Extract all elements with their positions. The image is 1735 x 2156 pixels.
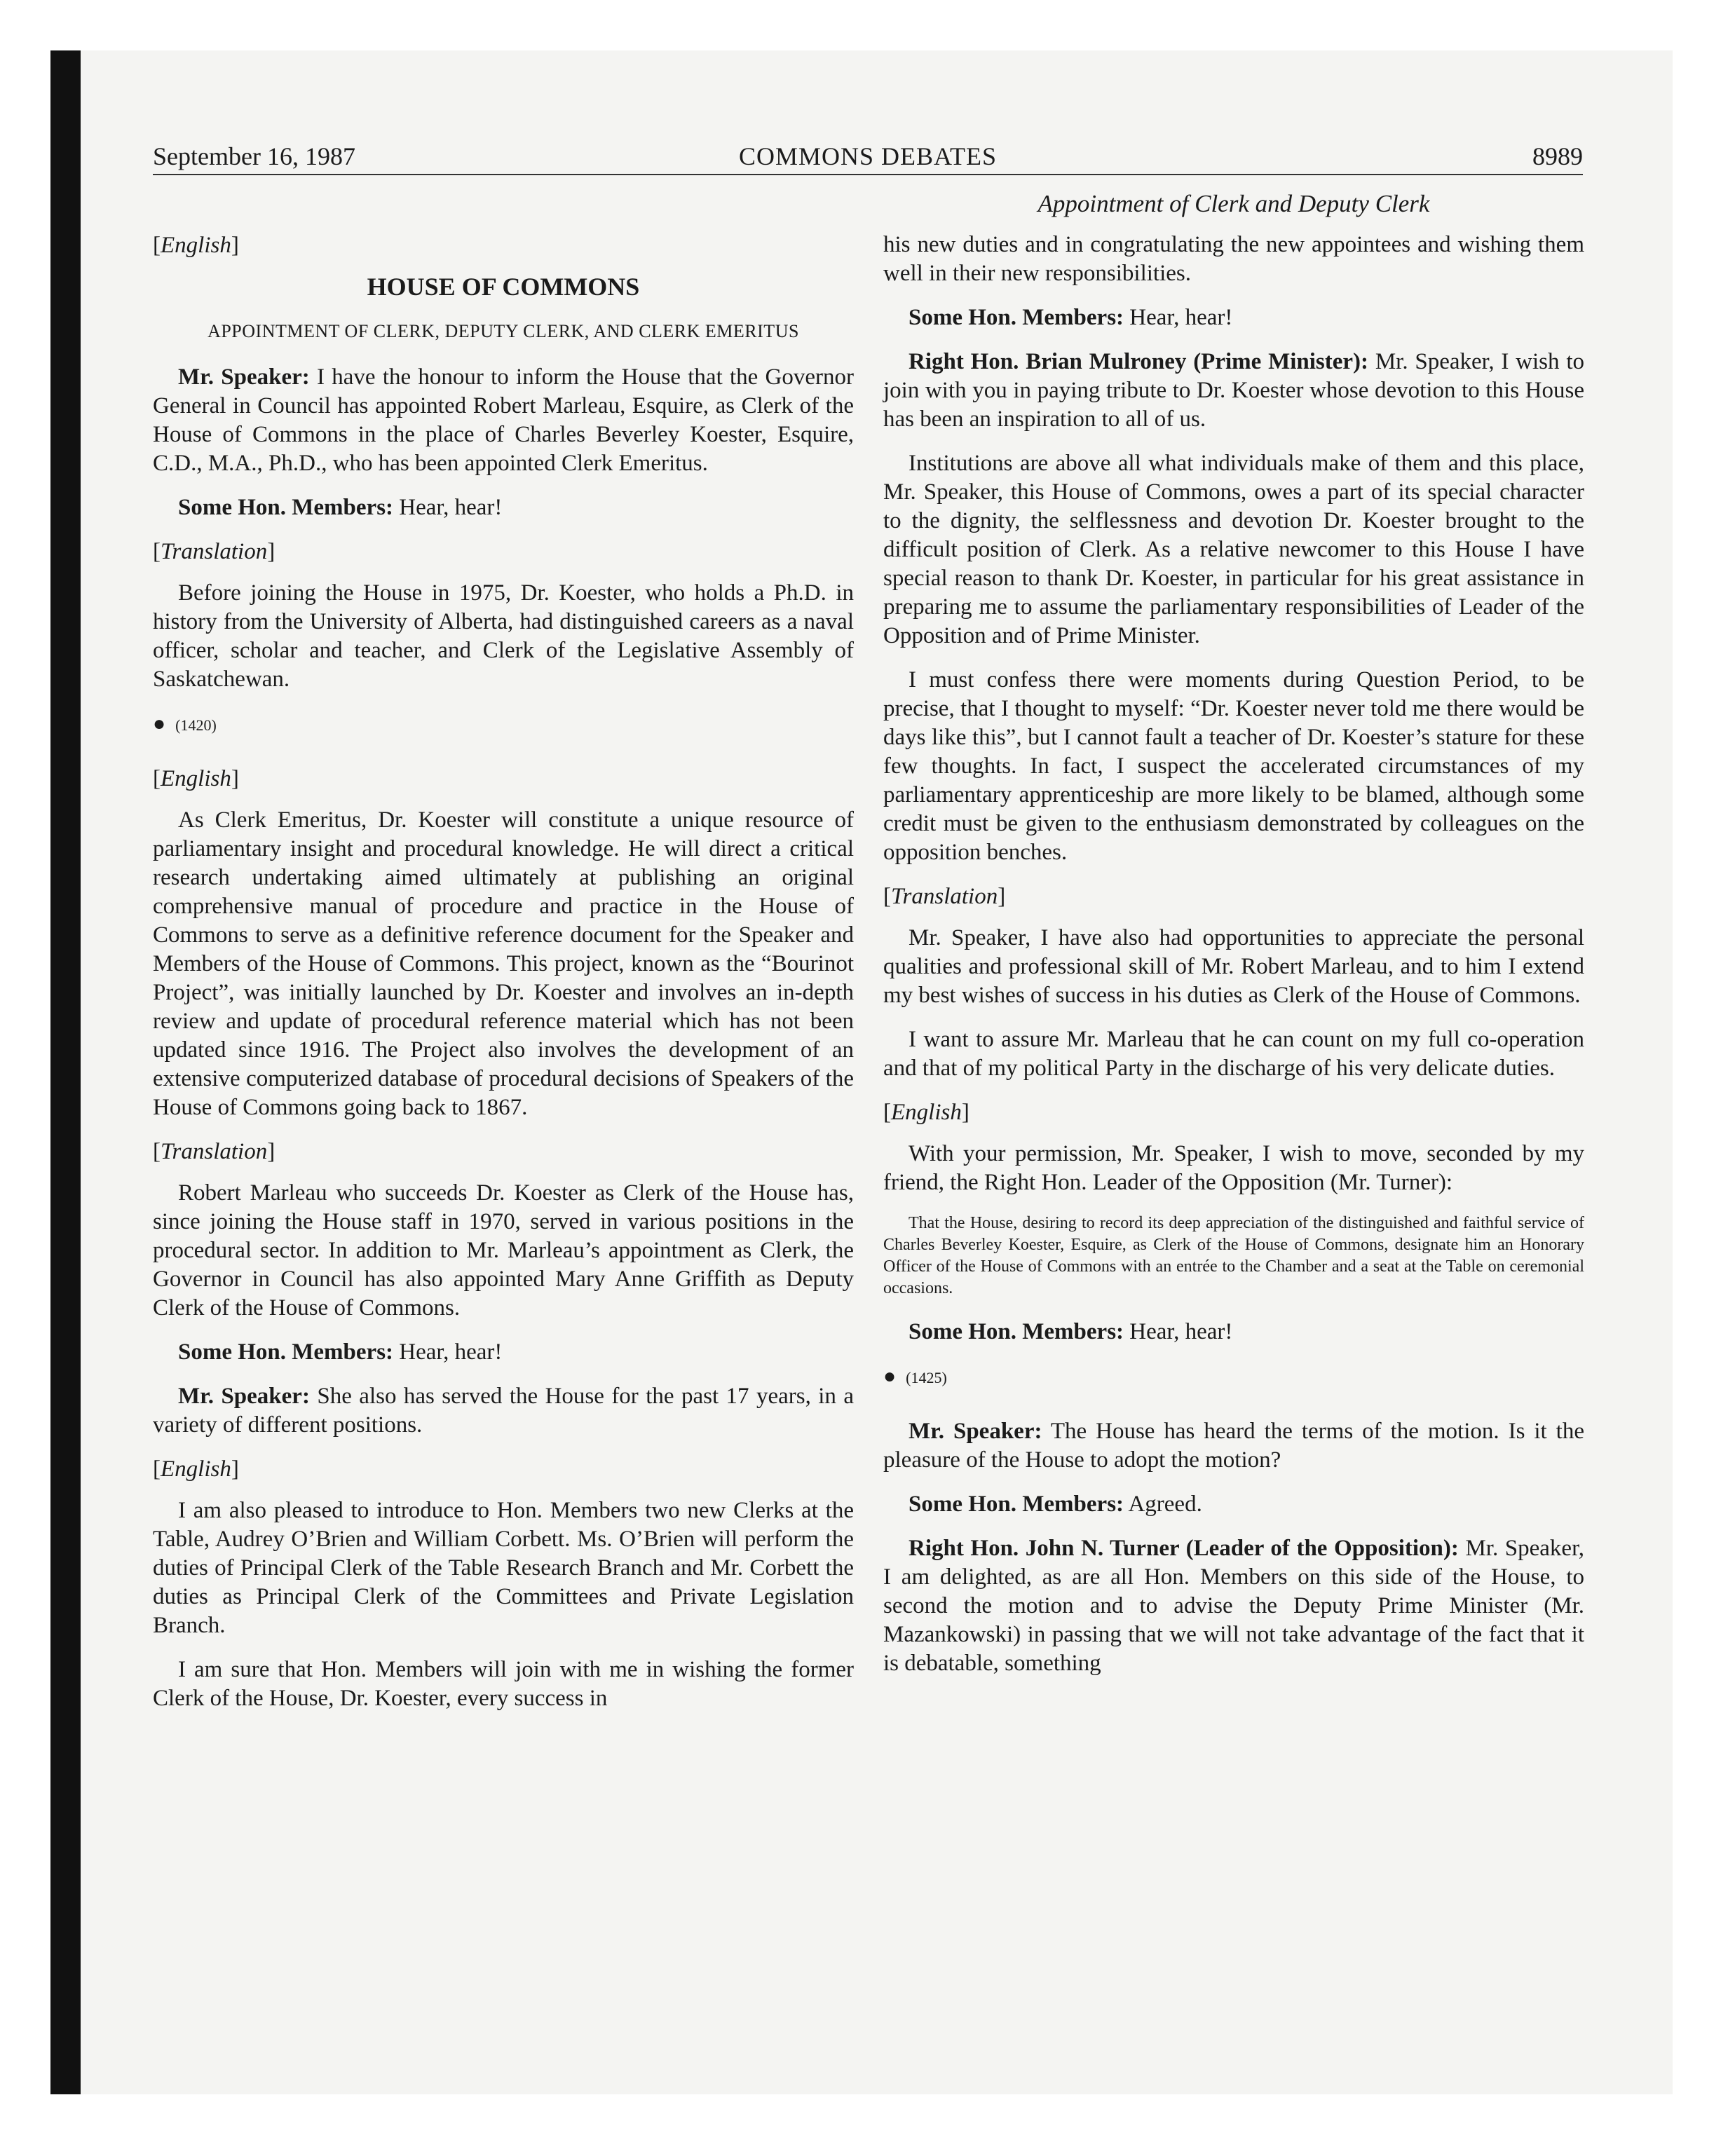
- time-marker: ● (1420): [153, 712, 217, 735]
- language-marker: [English]: [153, 1456, 239, 1482]
- speech-paragraph: Mr. Speaker: The House has heard the terms of the motion. Is it the pleasure of the House to adopt the motion?: [883, 1419, 1584, 1473]
- motion-text: That the House, desiring to record its deep appreciation of the distinguished and faithful service of Charles Beverley Koester, Esquire, as Clerk of the House of Commons, designate him an Honorary Officer of the House of Commons with an entrée to the Chamber and a seat at the Table on ceremonial occasions.: [883, 1214, 1584, 1297]
- speech-paragraph: Right Hon. John N. Turner (Leader of the Opposition): Mr. Speaker, I am delighted, as are all Hon. Members on this side of the House, to second the motion and to advise the Deputy Prime Minister (Mr. Mazankowski) in passing that we will not take advantage of the fact that it is debatable, something: [883, 1536, 1584, 1676]
- speech-paragraph: his new duties and in congratulating the new appointees and wishing them well in their new responsibilities.: [883, 232, 1584, 286]
- header-date: September 16, 1987: [153, 142, 355, 170]
- speaker-name: Some Hon. Members:: [178, 495, 394, 520]
- speaker-name: Mr. Speaker:: [178, 364, 310, 390]
- bullet-icon: ●: [153, 712, 166, 735]
- language-marker: [Translation]: [153, 539, 275, 564]
- speaker-name: Right Hon. Brian Mulroney (Prime Minister):: [909, 349, 1369, 374]
- speaker-name: Some Hon. Members:: [909, 1319, 1124, 1344]
- speaker-name: Some Hon. Members:: [909, 1492, 1124, 1517]
- speech-paragraph: Institutions are above all what individuals make of them and this place, Mr. Speaker, this House of Commons, owes a part of its special character to the dignity, the selflessness and devotion Dr. Koester brought to the difficult position of Clerk. As a relative newcomer to this House I have special reason to thank Dr. Koester, in particular for his great assistance in preparing me to assume the parliamentary responsibilities of Leader of the Opposition and of Prime Minister.: [883, 451, 1584, 648]
- speech-paragraph: Before joining the House in 1975, Dr. Koester, who holds a Ph.D. in history from the University of Alberta, had distinguished careers as a naval officer, scholar and teacher, and Clerk of the Legislative Assembly of Saskatchewan.: [153, 580, 854, 692]
- language-marker: [English]: [153, 233, 239, 258]
- right-column: [883, 189, 1584, 1693]
- speech-paragraph: Some Hon. Members: Hear, hear!: [909, 1319, 1233, 1344]
- speech-paragraph: I want to assure Mr. Marleau that he can count on my full co-operation and that of my political Party in the discharge of his very delicate duties.: [883, 1027, 1584, 1081]
- speech-paragraph: I am also pleased to introduce to Hon. Members two new Clerks at the Table, Audrey O’Brien and William Corbett. Ms. O’Brien will perform the duties of Principal Clerk of the Table Research Branch and Mr. Corbett the duties as Principal Clerk of the Committees and Private Legislation Branch.: [153, 1498, 854, 1638]
- language-marker: [English]: [883, 1100, 969, 1125]
- section-heading: HOUSE OF COMMONS: [367, 273, 640, 301]
- binding-edge: [50, 50, 81, 2094]
- speaker-name: Mr. Speaker:: [178, 1384, 310, 1409]
- speech-paragraph: Mr. Speaker: I have the honour to inform the House that the Governor General in Council has appointed Robert Marleau, Esquire, as Clerk of the House of Commons in the place of Charles Beverley Koester, Esquire, C.D., M.A., Ph.D., who has been appointed Clerk Emeritus.: [153, 364, 855, 476]
- header-rule: [153, 174, 1583, 175]
- speaker-name: Right Hon. John N. Turner (Leader of the Opposition):: [909, 1536, 1459, 1561]
- page-header: [153, 139, 1583, 174]
- page-number: 8989: [1532, 142, 1583, 170]
- running-head: Appointment of Clerk and Deputy Clerk: [1037, 190, 1430, 217]
- speech-paragraph: Mr. Speaker, I have also had opportunities to appreciate the personal qualities and professional skill of Mr. Robert Marleau, and to him I extend my best wishes of success in his duties as Clerk of the House of Commons.: [883, 925, 1584, 1008]
- speech-paragraph: With your permission, Mr. Speaker, I wish to move, seconded by my friend, the Right Hon. Leader of the Opposition (Mr. Turner):: [883, 1141, 1584, 1195]
- speech-paragraph: I am sure that Hon. Members will join with me in wishing the former Clerk of the House, Dr. Koester, every success in: [153, 1657, 854, 1711]
- speech-paragraph: Some Hon. Members: Hear, hear!: [178, 495, 503, 520]
- speech-paragraph: Right Hon. Brian Mulroney (Prime Minister): Mr. Speaker, I wish to join with you in paying tribute to Dr. Koester whose devotion to this House has been an inspiration to all of us.: [883, 349, 1584, 432]
- time-marker: ● (1425): [883, 1365, 947, 1388]
- speech-paragraph: As Clerk Emeritus, Dr. Koester will constitute a unique resource of parliamentary insight and procedural knowledge. He will direct a critical research undertaking aimed ultimately at publishing an original comprehensive manual of procedure and practice in the House of Commons to serve as a definitive reference document for the Speaker and Members of the House of Commons. This project, known as the “Bourinot Project”, was initially launched by Dr. Koester and involves an in-depth review and update of procedural reference material which has not been updated since 1916. The Project also involves the development of an extensive computerized database of procedural decisions of Speakers of the House of Commons going back to 1867.: [153, 807, 854, 1120]
- speech-paragraph: Some Hon. Members: Hear, hear!: [909, 305, 1233, 330]
- bullet-icon: ●: [883, 1365, 897, 1388]
- left-column: [153, 189, 854, 1728]
- speech-paragraph: Mr. Speaker: She also has served the House for the past 17 years, in a variety of different positions.: [153, 1384, 855, 1438]
- speech-paragraph: Robert Marleau who succeeds Dr. Koester as Clerk of the House has, since joining the House staff in 1970, served in various positions in the procedural sector. In addition to Mr. Marleau’s appointment as Clerk, the Governor in Council has also appointed Mary Anne Griffith as Deputy Clerk of the House of Commons.: [153, 1180, 854, 1321]
- speaker-name: Some Hon. Members:: [909, 305, 1124, 330]
- speech-paragraph: Some Hon. Members: Hear, hear!: [178, 1339, 503, 1365]
- language-marker: [English]: [153, 766, 239, 791]
- speech-paragraph: Some Hon. Members: Agreed.: [909, 1492, 1202, 1517]
- header-title: COMMONS DEBATES: [738, 142, 998, 170]
- speaker-name: Mr. Speaker:: [909, 1419, 1042, 1444]
- section-subheading: APPOINTMENT OF CLERK, DEPUTY CLERK, AND CLERK EMERITUS: [207, 321, 799, 341]
- language-marker: [Translation]: [153, 1139, 275, 1164]
- speaker-name: Some Hon. Members:: [178, 1339, 394, 1365]
- language-marker: [Translation]: [883, 884, 1006, 909]
- speech-paragraph: I must confess there were moments during Question Period, to be precise, that I thought to myself: “Dr. Koester never told me there would be days like this”, but I cannot fault a teacher of Dr. Koester’s stature for these few thoughts. In fact, I suspect the accelerated circumstances of my parliamentary apprenticeship are more likely to be blamed, although some credit must be given to the enthusiasm demonstrated by colleagues on the opposition benches.: [883, 667, 1584, 865]
